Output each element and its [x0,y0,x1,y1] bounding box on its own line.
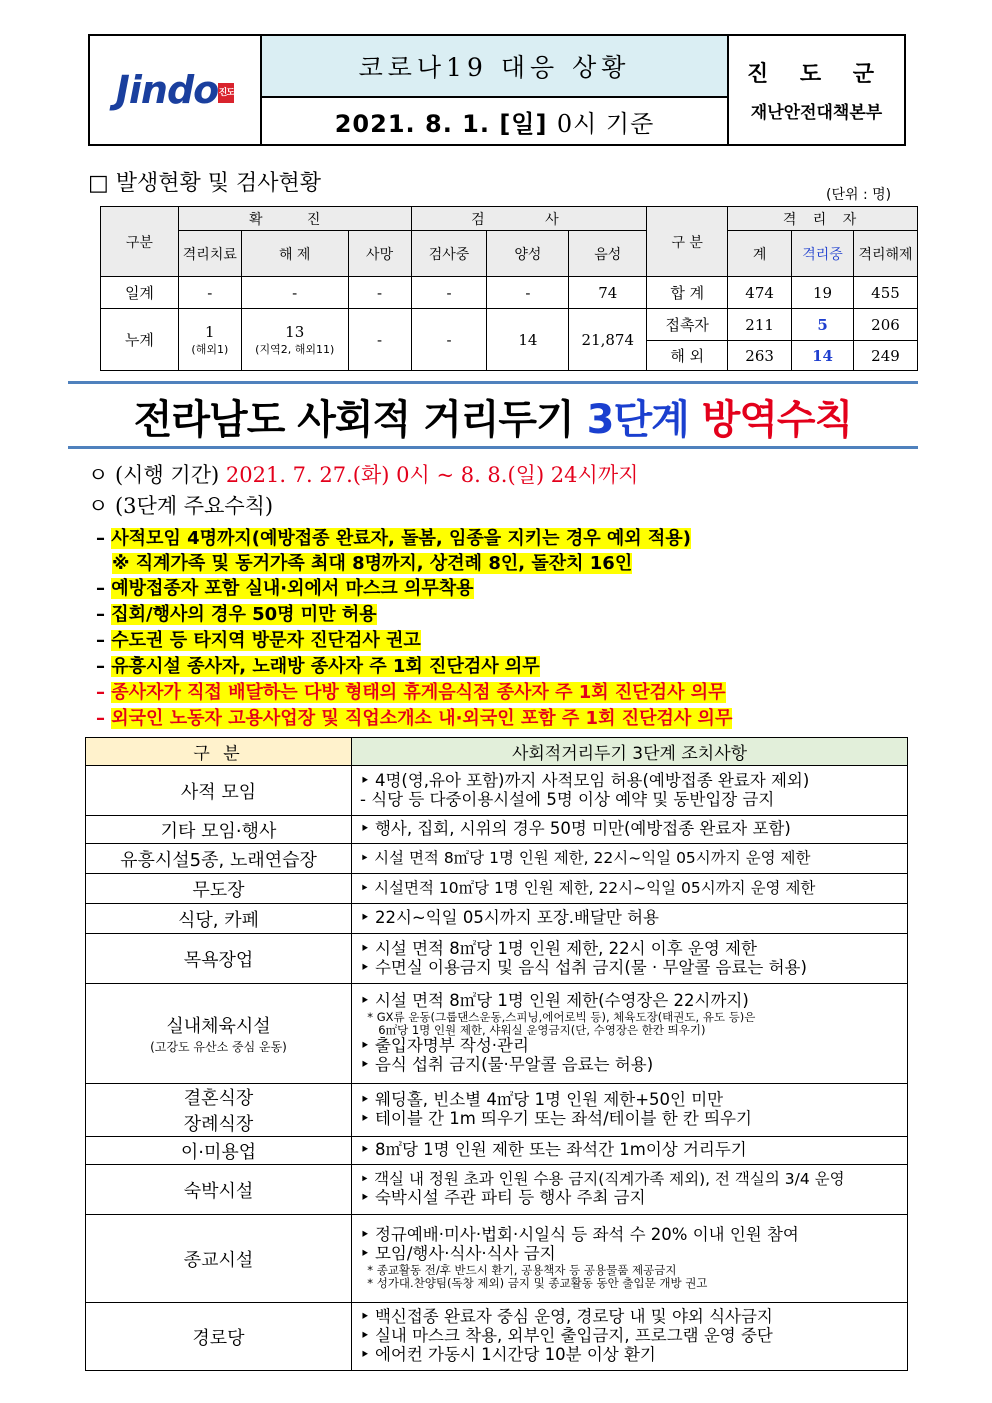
q-row-total: 474 [728,277,792,309]
daily-pos: - [487,277,569,309]
h-q-release: 격리해제 [854,231,918,277]
title-bottom-rule [68,446,918,449]
h-positive: 양성 [487,231,569,277]
cumul-rel: 13 (지역2, 해외11) [241,309,348,371]
rule-item: – 집회/행사의 경우 50명 미만 허용 [96,604,377,625]
report-date: 2021. 8. 1. [일] 0시 기준 [261,97,728,145]
measure-category: 결혼식장 장례식장 [86,1084,352,1137]
q-row-label: 합 계 [647,277,728,309]
measure-detail: ‣ 행사, 집회, 시위의 경우 50명 미만(예방접종 완료자 포함) [352,816,908,844]
h-confirmed: 확 진 [178,207,411,231]
rule-item: – 수도권 등 타지역 방문자 진단검사 권고 [96,630,421,651]
measure-category: 유흥시설5종, 노래연습장 [86,844,352,874]
cumul-pos: 14 [487,309,569,371]
logo-badge: 진도 [218,83,234,103]
q-row-ing: 14 [792,341,854,371]
q-row-total: 263 [728,341,792,371]
daily-label: 일계 [101,277,179,309]
q-row-ing: 5 [792,309,854,341]
h-death: 사망 [348,231,411,277]
measure-category: 종교시설 [86,1215,352,1303]
q-row-total: 211 [728,309,792,341]
measure-category: 경로당 [86,1303,352,1371]
measure-detail: ‣ 22시~익일 05시까지 포장.배달만 허용 [352,904,908,934]
rule-note: ※ 직계가족 및 동거가족 최대 8명까지, 상견례 8인, 돌잔치 16인 [112,553,633,574]
measure-category: 실내체육시설 (고강도 유산소 중심 운동) [86,984,352,1084]
h-isolation: 격리치료 [178,231,241,277]
rule-item: – 종사자가 직접 배달하는 다방 형태의 휴게음식점 종사자 주 1회 진단검사 의무 [96,682,726,703]
measure-detail: ‣ 백신접종 완료자 중심 운영, 경로당 내 및 야외 식사금지 ‣ 실내 마스크 착용, 외부인 출입금지, 프로그램 운영 중단 ‣ 에어컨 가동시 1시간당 10분 이상 환기 [352,1303,908,1371]
h-detail: 사회적거리두기 3단계 조치사항 [352,738,908,766]
report-title: 코로나19 대응 상황 [261,35,728,97]
cumul-neg: 21,874 [569,309,647,371]
daily-iso: - [178,277,241,309]
rules-heading: ㅇ (3단계 주요수칙) [88,494,274,518]
measure-detail: ‣ 객실 내 정원 초과 인원 수용 금지(직계가족 제외), 전 객실의 3/4 운영 ‣ 숙박시설 주관 파티 등 행사 주최 금지 [352,1165,908,1215]
q-row-rel: 455 [854,277,918,309]
measure-category: 이·미용업 [86,1137,352,1165]
section-heading: □ 발생현황 및 검사현황 [88,171,322,196]
measure-category: 무도장 [86,874,352,904]
cumul-death: - [348,309,411,371]
h-testing: 검사중 [411,231,487,277]
h-gubun: 구분 [101,207,179,277]
main-title: 전라남도 사회적 거리두기 3단계 방역수칙 [133,397,853,443]
measure-detail: ‣ 웨딩홀, 빈소별 4㎡당 1명 인원 제한+50인 미만 ‣ 테이블 간 1m 띄우기 또는 좌석/테이블 한 칸 띄우기 [352,1084,908,1137]
period-value: 2021. 7. 27.(화) 0시 ~ 8. 8.(일) 24시까지 [225,463,639,487]
measure-category: 사적 모임 [86,766,352,816]
q-row-ing: 19 [792,277,854,309]
daily-testing: - [411,277,487,309]
daily-death: - [348,277,411,309]
q-row-rel: 206 [854,309,918,341]
cumul-iso: 1 (해외1) [178,309,241,371]
measures-table [85,737,908,1371]
measure-detail: ‣ 8㎡당 1명 인원 제한 또는 좌석간 1m이상 거리두기 [352,1137,908,1165]
h-quarantine: 격 리 자 [728,207,918,231]
measure-category: 기타 모임·행사 [86,816,352,844]
org-name: 진 도 군 [746,61,887,87]
circle-bullet-icon: ㅇ [88,463,109,487]
header-table [88,34,906,146]
rule-item: – 유흥시설 종사자, 노래방 종사자 주 1회 진단검사 의무 [96,656,540,677]
q-row-label: 해 외 [647,341,728,371]
h-cat: 구 분 [86,738,352,766]
daily-neg: 74 [569,277,647,309]
unit-label: (단위 : 명) [826,187,892,203]
h-gubun2: 구 분 [647,207,728,277]
title-top-rule [68,381,918,384]
q-row-label: 접촉자 [647,309,728,341]
circle-bullet-icon: ㅇ [88,494,109,518]
measure-detail: ‣ 정규예배·미사·법회·시일식 등 좌석 수 20% 이내 인원 참여 ‣ 모임/행사·식사·식사 금지 * 종교활동 전/후 반드시 환기, 공용책자 등 공용물품 제공금지 * 성가대.찬양팀(독창 제외) 금지 및 종교활동 동안 출입문 개방 권고 [352,1215,908,1303]
h-total: 계 [728,231,792,277]
measure-detail: ‣ 시설 면적 8㎡당 1명 인원 제한(수영장은 22시까지) * GX류 운동(그룹댄스운동,스피닝,에어로빅 등), 체육도장(태권도, 유도 등)은 6㎡당 1명 인원 제한, 샤워실 운영금지(단, 수영장은 한칸 띄우기) ‣ 출입자명부 작성·관리 ‣ 음식 섭취 금지(물·무알콜 음료는 허용) [352,984,908,1084]
category-sub: (고강도 유산소 중심 운동) [150,1040,287,1054]
measure-detail: ‣ 시설 면적 8㎡당 1명 인원 제한, 22시 이후 운영 제한 ‣ 수면실 이용금지 및 음식 섭취 금지(물 · 무알콜 음료는 허용) [352,934,908,984]
org-dept: 재난안전대책본부 [750,103,883,123]
rule-item: – 사적모임 4명까지(예방접종 완료자, 돌봄, 임종을 지키는 경우 예외 적용) [96,528,691,549]
h-release: 해 제 [241,231,348,277]
h-q-ing: 격리중 [792,231,854,277]
checkbox-icon: □ [88,171,109,196]
q-row-rel: 249 [854,341,918,371]
cumul-rel-note: (지역2, 해외11) [255,342,335,356]
cumul-testing: - [411,309,487,371]
measure-category: 숙박시설 [86,1165,352,1215]
period-line: ㅇ (시행 기간) 2021. 7. 27.(화) 0시 ~ 8. 8.(일) 24시까지 [88,463,639,487]
measure-detail: ‣ 시설면적 10㎡당 1명 인원 제한, 22시~익일 05시까지 운영 제한 [352,874,908,904]
stats-table [100,206,918,371]
h-test: 검 사 [411,207,647,231]
logo-cell [89,35,261,145]
org-cell [728,35,905,145]
measure-category: 식당, 카페 [86,904,352,934]
rule-item: – 외국인 노동자 고용사업장 및 직업소개소 내·외국인 포함 주 1회 진단검사 의무 [96,708,733,729]
daily-rel: - [241,277,348,309]
cumul-label: 누계 [101,309,179,371]
h-negative: 음성 [569,231,647,277]
measure-detail: ‣ 시설 면적 8㎡당 1명 인원 제한, 22시~익일 05시까지 운영 제한 [352,844,908,874]
measure-detail: ‣ 4명(영,유아 포함)까지 사적모임 허용(예방접종 완료자 제외) - 식당 등 다중이용시설에 5명 이상 예약 및 동반입장 금지 [352,766,908,816]
measure-category: 목욕장업 [86,934,352,984]
jindo-logo: Jindo진도 [115,68,234,112]
cumul-iso-note: (해외1) [191,342,229,356]
rule-item: – 예방접종자 포함 실내·외에서 마스크 의무착용 [96,578,474,599]
